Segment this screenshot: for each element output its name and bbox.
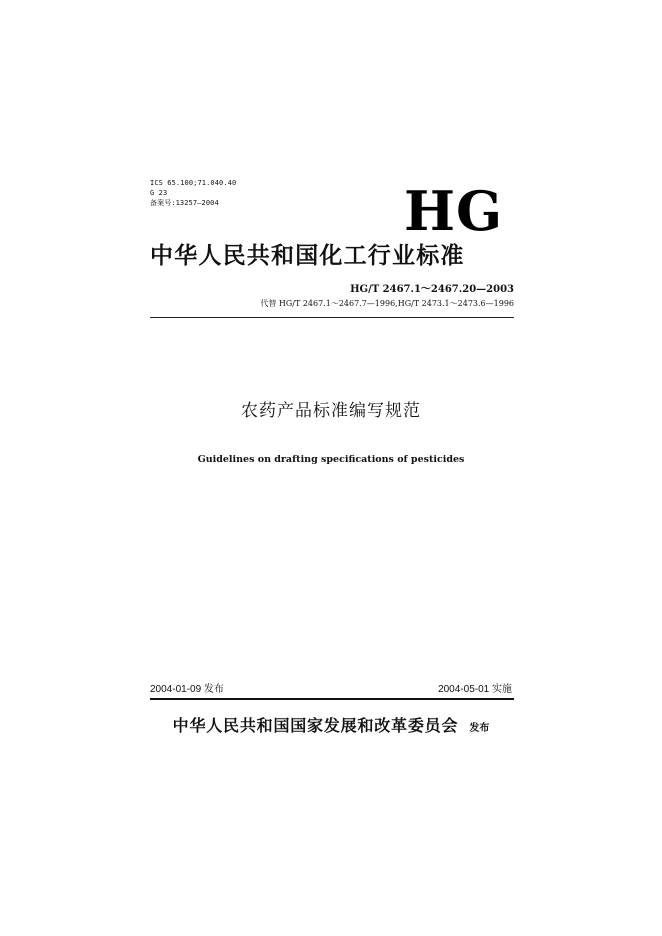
issuing-authority	[0, 716, 662, 739]
hg-logo: HG	[404, 179, 504, 243]
registration-number: 备案号:13257—2004	[150, 199, 219, 207]
issuer-name: 中华人民共和国国家发展和改革委员会	[172, 716, 459, 735]
header-divider	[150, 317, 514, 318]
document-title-english: Guidelines on drafting specifications of pesticides	[197, 454, 465, 465]
standard-number: HG/T 2467.1～2467.20—2003	[350, 284, 514, 295]
implementation-date: 2004-05-01 实施	[438, 684, 512, 695]
issuer-verb: 发布	[469, 723, 490, 734]
footer-divider	[150, 698, 514, 700]
issue-date: 2004-01-09 发布	[150, 684, 224, 695]
document-title-chinese: 农药产品标准编写规范	[241, 401, 421, 421]
ics-code: ICS 65.100;71.040.40	[150, 179, 237, 187]
ccs-code: G 23	[150, 189, 168, 197]
replaces-note: 代替 HG/T 2467.1～2467.7—1996,HG/T 2473.1～2473.6—1996	[260, 299, 514, 308]
standard-category-title: 中华人民共和国化工行业标准	[150, 242, 465, 269]
